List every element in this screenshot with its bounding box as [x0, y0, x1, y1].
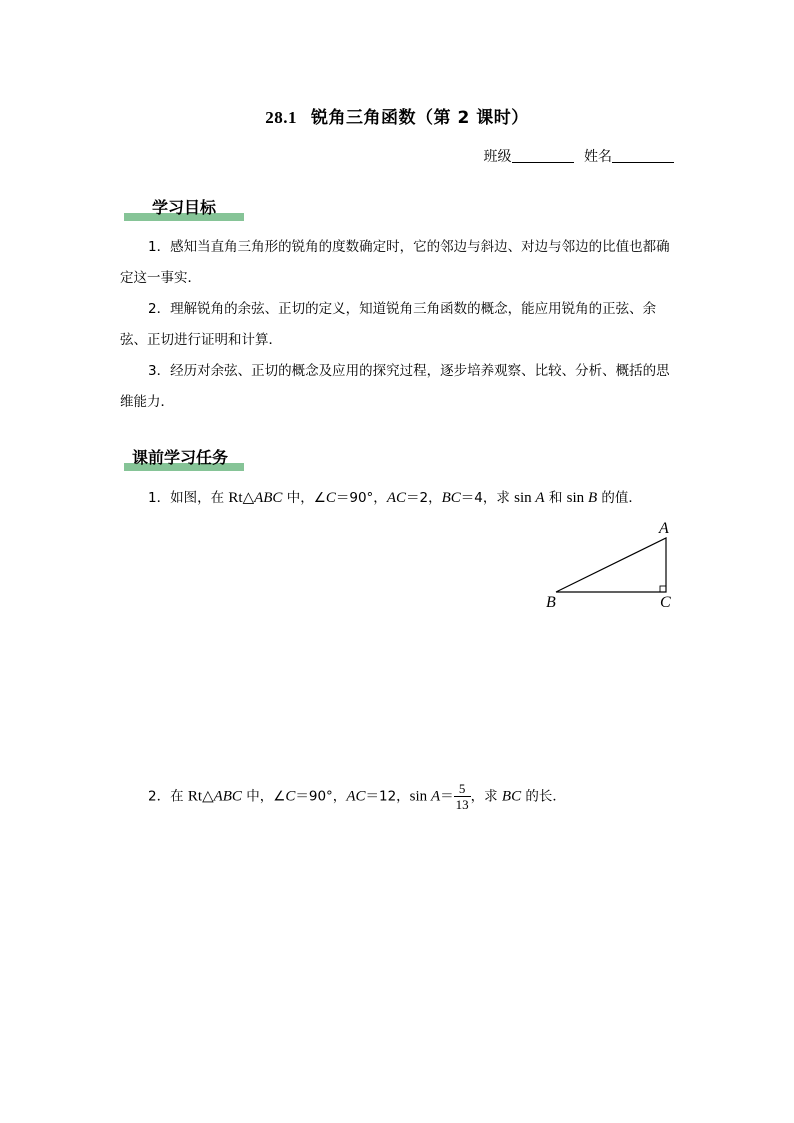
q1-bc: BC	[441, 490, 461, 506]
q2-qiu: ，求	[470, 788, 502, 805]
q1-a: A	[535, 490, 545, 506]
name-label: 姓名	[584, 149, 612, 165]
page-title	[0, 103, 794, 128]
q1-eq2: ＝2，	[405, 490, 442, 506]
vertex-label-b: B	[546, 594, 556, 611]
q1-sin1: sin	[514, 490, 536, 506]
objective-2: 2．理解锐角的余弦、正切的定义，知道锐角三角函数的概念，能应用锐角的正弦、余弦、正切进行证明和计算．	[120, 301, 657, 348]
lesson-title: 锐角三角函数（第 2 课时）	[311, 108, 529, 128]
q2-eq12: ＝12，	[365, 788, 410, 805]
objectives-heading	[126, 195, 216, 218]
question-2	[148, 781, 566, 812]
lesson-number: 28.1	[265, 108, 298, 127]
q1-sin2: sin	[566, 490, 588, 506]
q2-a: A	[430, 788, 441, 805]
q1-he: 和	[544, 490, 567, 506]
q1-end: 的值．	[597, 490, 642, 506]
q2-ac: AC	[346, 788, 366, 805]
class-name-line	[484, 146, 674, 166]
q1-rt: Rt△	[228, 490, 255, 506]
q2-num: 2．在	[148, 788, 188, 805]
q1-eq90: ＝90°，	[335, 490, 387, 506]
name-blank[interactable]	[612, 148, 674, 163]
q2-rt: Rt△	[187, 788, 214, 805]
q2-eq: ＝	[440, 788, 454, 805]
q1-abc: ABC	[254, 490, 283, 506]
fraction-denominator: 13	[455, 797, 469, 812]
q1-c: C	[325, 490, 336, 506]
question-1	[148, 486, 642, 507]
q2-zhong: 中，∠	[241, 788, 286, 805]
objective-3: 3．经历对余弦、正切的概念及应用的探究过程，逐步培养观察、比较、分析、概括的思维能力．	[120, 363, 670, 410]
q1-eq4: ＝4，求	[460, 490, 515, 506]
q1-num: 1．如图，在	[148, 490, 229, 506]
fraction-numerator: 5	[454, 781, 471, 797]
vertex-label-a: A	[659, 520, 669, 537]
q1-ac: AC	[386, 490, 406, 506]
q2-bc: BC	[501, 788, 522, 805]
fraction	[454, 781, 471, 812]
q2-sin: sin	[409, 788, 431, 805]
vertex-label-c: C	[660, 594, 671, 611]
class-blank[interactable]	[512, 148, 574, 163]
class-label: 班级	[483, 149, 512, 165]
q1-zhong: 中，∠	[282, 490, 326, 506]
right-angle-mark	[660, 586, 666, 592]
objective-1: 1．感知当直角三角形的锐角的度数确定时，它的邻边与斜边、对边与邻边的比值也都确定这一事实．	[120, 239, 670, 286]
q2-eq90: ＝90°，	[295, 788, 347, 805]
q1-b: B	[587, 490, 598, 506]
tasks-heading-text: 课前学习任务	[132, 448, 229, 467]
triangle-outline	[556, 538, 666, 592]
tasks-heading	[126, 445, 228, 468]
q2-end: 的长．	[521, 788, 566, 805]
q2-abc: ABC	[213, 788, 242, 805]
objectives-heading-text: 学习目标	[152, 198, 217, 217]
q2-c: C	[285, 788, 296, 805]
right-triangle-figure	[540, 518, 690, 613]
